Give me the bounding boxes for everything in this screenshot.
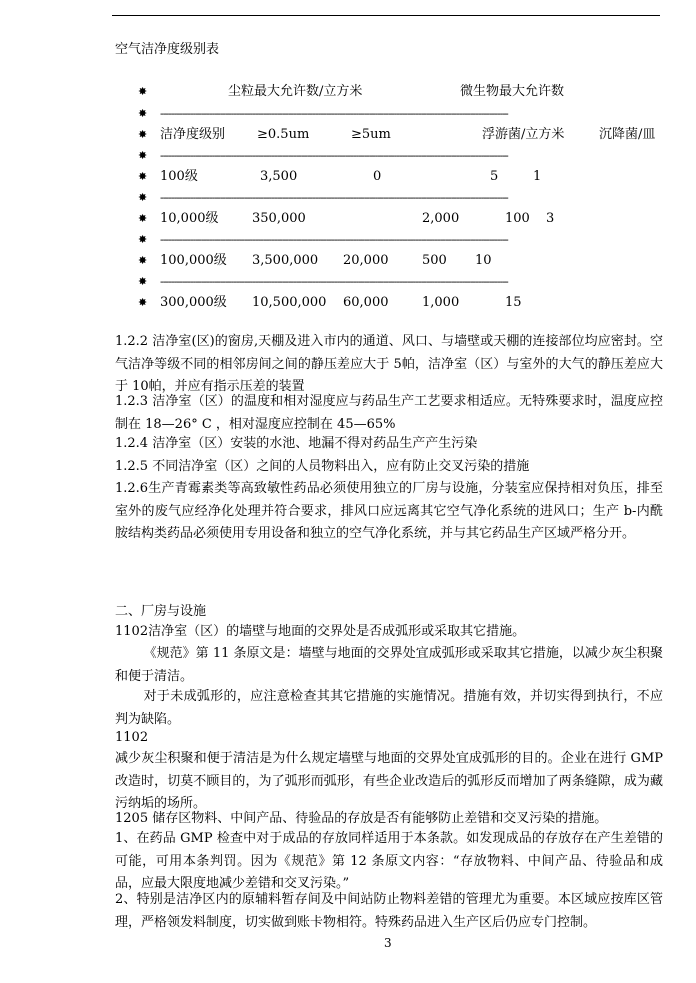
cell-settle: 1: [533, 169, 542, 184]
paragraph-1102-label: 1102: [115, 730, 149, 745]
header-p05: ≥0.5um: [257, 127, 310, 142]
cell-grade: 100,000级: [160, 253, 227, 268]
paragraph-1-2-3: 1.2.3 洁净室（区）的温度和相对湿度应与药品生产工艺要求相适应。无特殊要求时，温度应控制在 18—26° C ，相对湿度应控制在 45—65%: [115, 394, 663, 432]
paragraph-1102: 1102洁净室（区）的墙壁与地面的交界处是否成弧形或采取其它措施。: [115, 624, 526, 639]
cell-grade: 10,000级: [160, 211, 219, 226]
cell-p5: 2,000: [422, 211, 460, 226]
paragraph-1102-purpose: 减少灰尘积聚和便于清洁是为什么规定墙壁与地面的交界处宜成弧形的目的。企业在进行 GMP 改造时，切莫不顾目的，为了弧形而弧形，有些企业改造后的弧形反而增加了两条缝隙，成为藏污纳垢的场所。: [115, 751, 663, 811]
paragraph-1-2-6: 1.2.6生产青霉素类等高致敏性药品必须使用独立的厂房与设施，分装室应保持相对负压，排至室外的废气应经净化处理并符合要求，排风口应远离其它空气净化系统的进风口；生产 b-内酰胺结构类药品必须使用专用设备和独立的空气净化系统，并与其它药品生产区域严格分开。: [115, 481, 663, 541]
cell-settle: 15: [505, 295, 522, 310]
cell-float: 1,000: [422, 295, 460, 310]
table-divider: --------------------------------------------------------------------------------------------------------------------------------: [160, 233, 508, 246]
bullet: ✸: [138, 254, 148, 267]
cell-p5: 20,000: [343, 253, 389, 268]
bullet: ✸: [138, 275, 148, 288]
cell-float: 500: [422, 253, 447, 268]
paragraph-1-2-4: 1.2.4 洁净室（区）安装的水池、地漏不得对药品生产产生污染: [115, 436, 478, 451]
bullet: ✸: [138, 170, 148, 183]
header-settle: 沉降菌/皿: [599, 127, 656, 142]
header-float: 浮游菌/立方米: [482, 127, 565, 142]
cell-float: 100: [505, 211, 530, 226]
table-divider: --------------------------------------------------------------------------------------------------------------------------------: [160, 149, 508, 162]
bullet: ✸: [138, 85, 148, 98]
paragraph-1102-check: 对于未成弧形的，应注意检查其其它措施的实施情况。措施有效，并切实得到执行，不应判为缺陷。: [115, 689, 663, 727]
cell-p05: 3,500: [260, 169, 298, 184]
bullet: ✸: [138, 212, 148, 225]
cell-p5: 0: [373, 169, 382, 184]
bullet: ✸: [138, 233, 148, 246]
bullet: ✸: [138, 149, 148, 162]
header-p5: ≥5um: [351, 127, 391, 142]
paragraph-1205-item-2: 2、特别是洁净区内的原辅料暂存间及中间站防止物料差错的管理尤为重要。本区域应按库区管理，严格领发料制度，切实做到账卡物相符。特殊药品进入生产区后仍应专门控制。: [115, 892, 663, 930]
cell-grade: 300,000级: [160, 295, 227, 310]
cell-settle: 10: [475, 253, 492, 268]
table-divider: --------------------------------------------------------------------------------------------------------------------------------: [160, 191, 508, 204]
cell-grade: 100级: [160, 169, 198, 184]
cell-p05: 350,000: [252, 211, 306, 226]
cell-float: 5: [490, 169, 499, 184]
cell-p05: 3,500,000: [252, 253, 319, 268]
bullet: ✸: [138, 107, 148, 120]
cell-settle: 3: [546, 211, 555, 226]
paragraph-1-2-2: 1.2.2 洁净室(区)的窗房,天棚及进入市内的通道、风口、与墙壁或天棚的连接部位均应密封。空气洁净等级不同的相邻房间之间的静压差应大于 5帕，洁净室（区）与室外的大气的静压差应大于 10帕，并应有指示压差的装置: [115, 334, 663, 394]
paragraph-1205: 1205 储存区物料、中间产品、待验品的存放是否有能够防止差错和交叉污染的措施。: [115, 811, 608, 826]
cell-p5: 60,000: [343, 295, 389, 310]
table-divider: --------------------------------------------------------------------------------------------------------------------------------: [160, 275, 508, 288]
header-microbes: 微生物最大允许数: [460, 84, 565, 99]
bullet: ✸: [138, 296, 148, 309]
paragraph-1102-rule: 《规范》第 11 条原文是：墙壁与地面的交界处宜成弧形或采取其它措施，以减少灰尘积聚和便于清洁。: [115, 646, 663, 684]
header-rule: [112, 15, 660, 16]
section-heading: 二、厂房与设施: [115, 604, 207, 619]
cell-p05: 10,500,000: [252, 295, 327, 310]
header-particles: 尘粒最大允许数/立方米: [228, 84, 363, 99]
bullet: ✸: [138, 128, 148, 141]
bullet: ✸: [138, 191, 148, 204]
table-title: 空气洁净度级别表: [115, 42, 220, 57]
paragraph-1-2-5: 1.2.5 不同洁净室（区）之间的人员物料出入，应有防止交叉污染的措施: [115, 459, 530, 474]
paragraph-1205-item-1: 1、在药品 GMP 检查中对于成品的存放同样适用于本条款。如发现成品的存放存在产生差错的可能，可用本条判罚。因为《规范》第 12 条原文内容：“存放物料、中间产品、待验品和成品，应最大限度地减少差错和交叉污染。”: [115, 831, 663, 891]
header-grade: 洁净度级别: [160, 127, 226, 142]
table-divider: --------------------------------------------------------------------------------------------------------------------------------: [160, 107, 508, 120]
page-number: 3: [384, 936, 392, 950]
